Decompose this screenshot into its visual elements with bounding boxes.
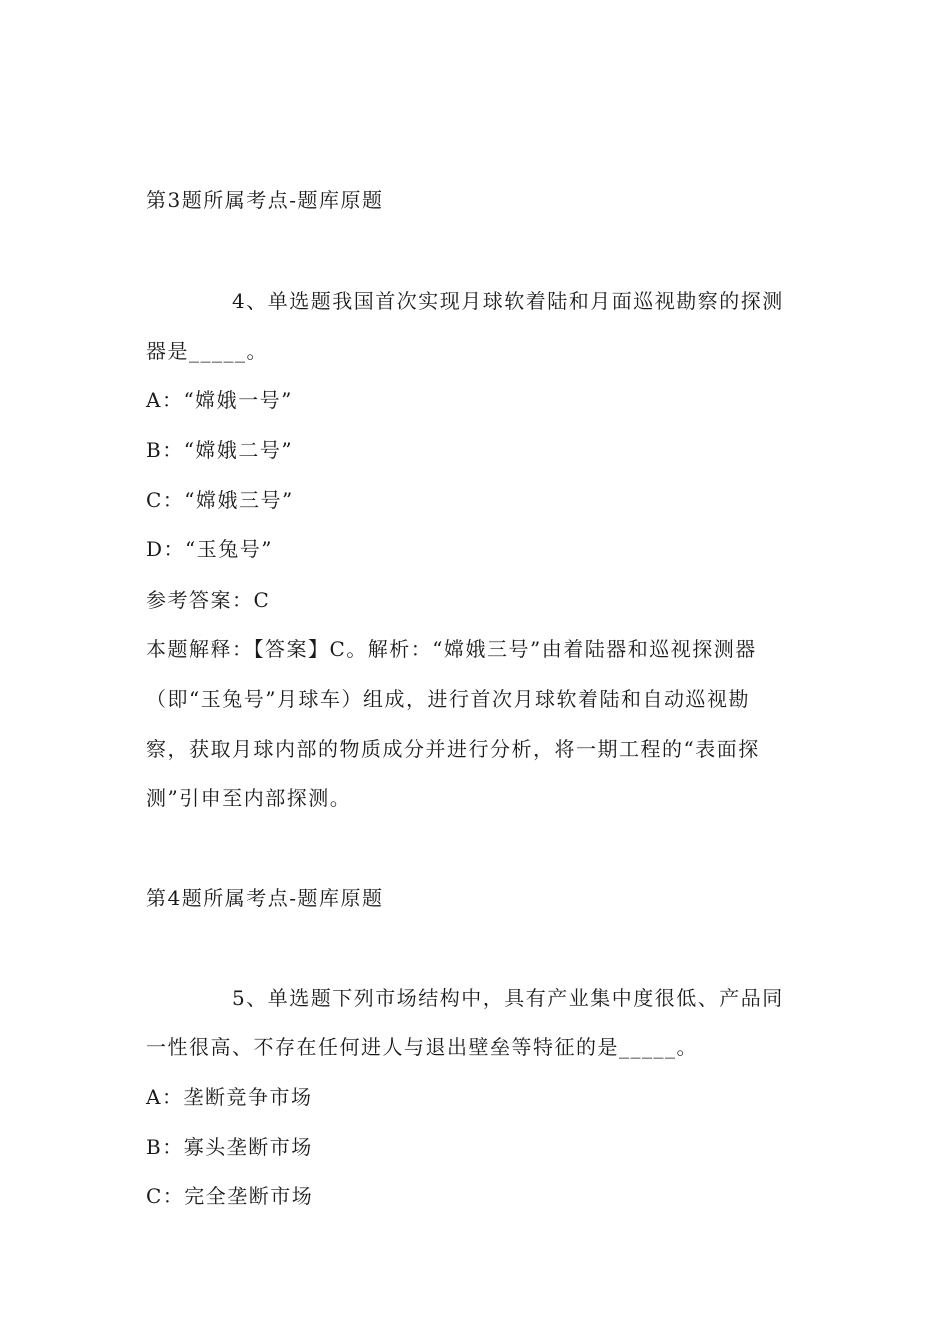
q4-stem-line-2: 器是_____。 [146, 339, 268, 363]
q3-source-label: 第3题所属考点-题库原题 [146, 188, 384, 212]
q5-stem-line-2: 一性很高、不存在任何进人与退出壁垒等特征的是_____。 [146, 1035, 698, 1059]
q4-option-a: A：“嫦娥一号” [146, 388, 293, 412]
q4-stem-line-1: 4、单选题我国首次实现月球软着陆和月面巡视勘察的探测 [232, 289, 784, 313]
q4-answer: 参考答案：C [146, 588, 271, 612]
q4-source-label: 第4题所属考点-题库原题 [146, 886, 384, 910]
q4-explanation-line-1: 本题解释：【答案】C。解析：“嫦娥三号”由着陆器和巡视探测器 [146, 637, 757, 661]
q4-explanation-line-2: （即“玉兔号”月球车）组成，进行首次月球软着陆和自动巡视勘 [146, 687, 750, 711]
q5-option-b: B：寡头垄断市场 [146, 1135, 313, 1159]
q5-stem-line-1: 5、单选题下列市场结构中，具有产业集中度很低、产品同 [232, 986, 784, 1010]
q4-option-c: C：“嫦娥三号” [146, 488, 294, 512]
q4-explanation-line-3: 察，获取月球内部的物质成分并进行分析，将一期工程的“表面探 [146, 737, 760, 761]
q5-option-a: A：垄断竞争市场 [146, 1085, 313, 1109]
q4-option-d: D：“玉兔号” [146, 537, 273, 561]
q4-explanation-line-4: 测”引申至内部探测。 [146, 786, 352, 810]
q4-option-b: B：“嫦娥二号” [146, 438, 294, 462]
q5-option-c: C：完全垄断市场 [146, 1184, 314, 1208]
